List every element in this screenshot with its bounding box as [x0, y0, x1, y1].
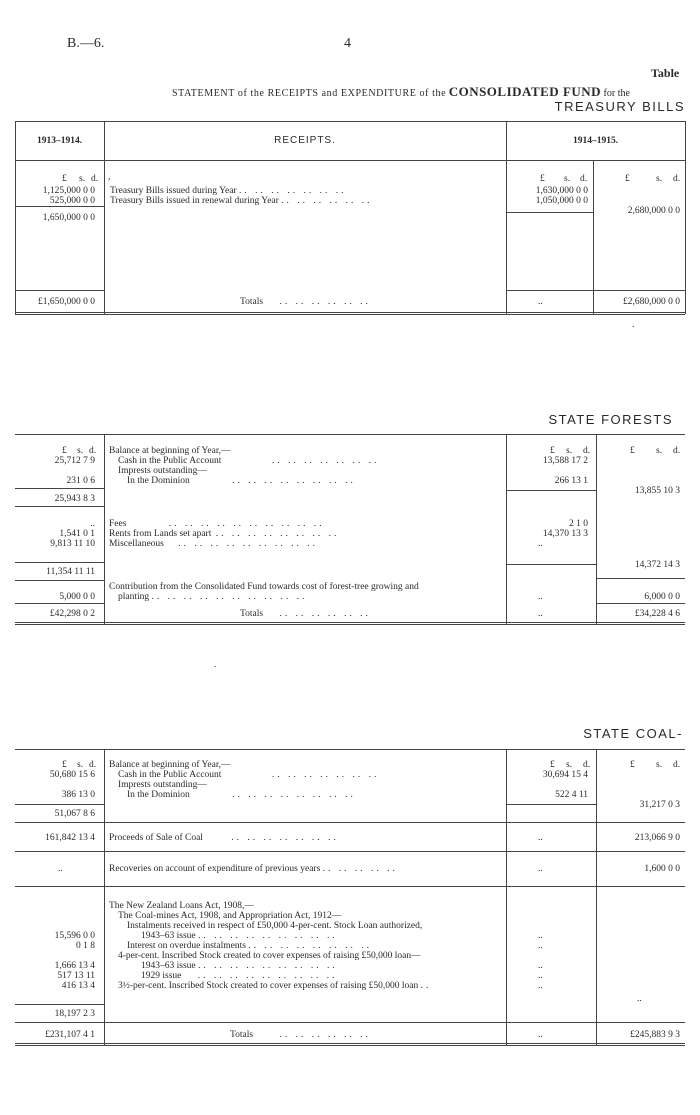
mid-val: ..: [538, 971, 543, 981]
unit-pence: d.: [583, 446, 591, 456]
mid-val: 1,630,000 0 0: [535, 186, 588, 196]
unit-pound: £: [630, 760, 635, 770]
right-grand-total: £34,228 4 6: [634, 609, 680, 619]
col-1914: 1914–1915.: [572, 136, 619, 146]
unit-shilling: s.: [79, 174, 86, 184]
mid-val: ..: [538, 609, 543, 619]
line-imprests: Imprests outstanding—: [118, 466, 207, 476]
left-val: 5,000 0 0: [59, 592, 95, 602]
line-cash: Cash in the Public Account .. .. .. .. .. .. ..: [118, 770, 380, 780]
line-interest: Interest on overdue instalments .. .. .. .. .. .. .. ..: [127, 941, 372, 951]
left-val: 50,680 15 6: [49, 770, 95, 780]
unit-pound: £: [62, 446, 67, 456]
line-sale: Proceeds of Sale of Coal .. .. .. .. .. .. ..: [109, 833, 339, 843]
right-subtotal: 14,372 14 3: [634, 560, 680, 570]
unit-pound: £: [550, 760, 555, 770]
line-misc: Miscellaneous .. .. .. .. .. .. .. .. ..: [109, 539, 319, 549]
left-val: 161,842 13 4: [45, 833, 95, 843]
left-val: 517 13 11: [57, 971, 95, 981]
totals-label: Totals .. .. .. .. .. ..: [240, 609, 371, 619]
unit-pence: d.: [89, 760, 97, 770]
right-grand-total: £245,883 9 3: [630, 1030, 680, 1040]
unit-pound: £: [540, 174, 545, 184]
mid-val: 522 4 11: [555, 790, 588, 800]
left-val: ..: [90, 519, 95, 529]
mid-val: ..: [538, 961, 543, 971]
for-the: for the: [603, 88, 630, 99]
line-balance: Balance at beginning of Year,—: [109, 760, 231, 770]
line-fourpc: 4-per-cent. Inscribed Stock created to cover expenses of raising £50,000 loan—: [118, 951, 421, 961]
left-subtotal: 25,943 8 3: [54, 494, 95, 504]
line-issue-1929: 1929 issue .. .. .. .. .. .. .. .. ..: [141, 971, 338, 981]
left-val: 1,666 13 4: [54, 961, 95, 971]
left-subtotal: 18,197 2 3: [54, 1009, 95, 1019]
unit-pence: d.: [673, 760, 681, 770]
mid-val: 30,694 15 4: [542, 770, 588, 780]
mid-val: ..: [538, 864, 543, 874]
page-ref: B.—6.: [67, 36, 105, 51]
unit-shilling: s.: [656, 174, 663, 184]
left-subtotal: 11,354 11 11: [46, 567, 95, 577]
line-instal: Instalments received in respect of £50,000 4-per-cent. Stock Loan authorized,: [127, 921, 423, 931]
left-val: 25,712 7 9: [54, 456, 95, 466]
statement-heading: [172, 84, 630, 100]
mid-val: ..: [538, 592, 543, 602]
fund-name: CONSOLIDATED FUND: [448, 84, 602, 99]
left-grand-total: £1,650,000 0 0: [38, 297, 95, 307]
unit-shilling: s.: [77, 446, 84, 456]
right-subtotal: 31,217 0 3: [639, 800, 680, 810]
tick-mark: ,: [108, 172, 111, 182]
coal-title: STATE COAL-: [583, 726, 683, 741]
left-val: ..: [58, 864, 63, 874]
mid-placeholder: ..: [538, 297, 543, 307]
line-threehalf: 3½-per-cent. Inscribed Stock created to cover expenses of raising £50,000 loan ..: [118, 981, 432, 991]
line-rents: Rents from Lands set apart .. .. .. .. .. .. .. ..: [109, 529, 340, 539]
mid-val: ..: [538, 1030, 543, 1040]
mid-val: 266 13 1: [554, 476, 588, 486]
statement-pre: STATEMENT of the RECEIPTS and EXPENDITURE of the: [172, 88, 447, 99]
left-val: 416 13 4: [61, 981, 95, 991]
left-subtotal: 51,067 8 6: [54, 809, 95, 819]
unit-pence: d.: [673, 174, 681, 184]
mid-val: ..: [538, 539, 543, 549]
right-subtotal: 13,855 10 3: [634, 486, 680, 496]
mid-val: ..: [538, 981, 543, 991]
left-val: 9,813 11 10: [50, 539, 95, 549]
unit-pound: £: [625, 174, 630, 184]
mid-val: ..: [538, 833, 543, 843]
unit-pence: d.: [583, 760, 591, 770]
mid-val: 2 1 0: [569, 519, 588, 529]
unit-shilling: s.: [566, 760, 573, 770]
line-planting: planting .. .. .. .. .. .. .. .. .. ..: [118, 592, 308, 602]
stray-dot: .: [214, 660, 217, 670]
right-val: 213,066 9 0: [634, 833, 680, 843]
left-val: 231 0 6: [66, 476, 95, 486]
mid-val: 1,050,000 0 0: [535, 196, 588, 206]
unit-pound: £: [62, 174, 67, 184]
unit-pound: £: [62, 760, 67, 770]
left-grand-total: £42,298 0 2: [49, 609, 95, 619]
mid-val: 14,370 13 3: [542, 529, 588, 539]
line-issue-1943b: 1943–63 issue .. .. .. .. .. .. .. .. ..: [141, 961, 338, 971]
unit-shilling: s.: [77, 760, 84, 770]
line-coalmines: The Coal-mines Act, 1908, and Appropriation Act, 1912—: [118, 911, 342, 921]
line-dominion: In the Dominion .. .. .. .. .. .. .. ..: [127, 476, 356, 486]
line-nzla: The New Zealand Loans Act, 1908,—: [109, 901, 254, 911]
unit-shilling: s.: [566, 446, 573, 456]
col-1913: 1913–1914.: [36, 136, 83, 146]
unit-shilling: s.: [656, 760, 663, 770]
right-val: ..: [637, 994, 642, 1004]
unit-pence: d.: [91, 174, 99, 184]
item-label: Treasury Bills issued during Year .. .. .. .. .. .. ..: [110, 186, 347, 196]
item-label: Treasury Bills issued in renewal during Year .. .. .. .. .. ..: [110, 196, 373, 206]
unit-pound: £: [630, 446, 635, 456]
stray-dot: .: [632, 320, 635, 330]
unit-pence: d.: [673, 446, 681, 456]
left-subtotal: 1,650,000 0 0: [42, 213, 95, 223]
line-recoveries: Recoveries on account of expenditure of previous years .. .. .. .. ..: [109, 864, 398, 874]
left-val: 0 1 8: [76, 941, 95, 951]
left-val: 525,000 0 0: [49, 196, 95, 206]
right-total: 2,680,000 0 0: [627, 206, 680, 216]
left-val: 1,541 0 1: [59, 529, 95, 539]
line-dominion: In the Dominion .. .. .. .. .. .. .. ..: [127, 790, 356, 800]
forests-title: STATE FORESTS: [548, 412, 673, 427]
unit-pence: d.: [580, 174, 588, 184]
line-balance: Balance at beginning of Year,—: [109, 446, 231, 456]
right-val: 6,000 0 0: [644, 592, 680, 602]
line-fees: Fees .. .. .. .. .. .. .. .. .. ..: [109, 519, 325, 529]
line-issue-1943a: 1943–63 issue .. .. .. .. .. .. .. .. ..: [141, 931, 338, 941]
treasury-title: TREASURY BILLS: [554, 99, 685, 114]
table-word: Table: [651, 66, 680, 80]
unit-shilling: s.: [656, 446, 663, 456]
left-val: 15,596 0 0: [54, 931, 95, 941]
line-contrib: Contribution from the Consolidated Fund towards cost of forest-tree growing and: [109, 582, 419, 592]
line-imprests: Imprests outstanding—: [118, 780, 207, 790]
totals-label: Totals .. .. .. .. .. ..: [230, 1030, 371, 1040]
totals-label: Totals .. .. .. .. .. ..: [240, 297, 371, 307]
mid-val: ..: [538, 931, 543, 941]
unit-shilling: s.: [564, 174, 571, 184]
right-val: 1,600 0 0: [644, 864, 680, 874]
col-receipts: RECEIPTS.: [274, 135, 336, 146]
unit-pence: d.: [89, 446, 97, 456]
page-number: 4: [344, 36, 351, 51]
unit-pound: £: [550, 446, 555, 456]
left-val: 386 13 0: [61, 790, 95, 800]
left-grand-total: £231,107 4 1: [45, 1030, 95, 1040]
mid-val: ..: [538, 941, 543, 951]
mid-val: 13,588 17 2: [542, 456, 588, 466]
line-cash: Cash in the Public Account .. .. .. .. .. .. ..: [118, 456, 380, 466]
left-val: 1,125,000 0 0: [42, 186, 95, 196]
right-grand-total: £2,680,000 0 0: [623, 297, 680, 307]
